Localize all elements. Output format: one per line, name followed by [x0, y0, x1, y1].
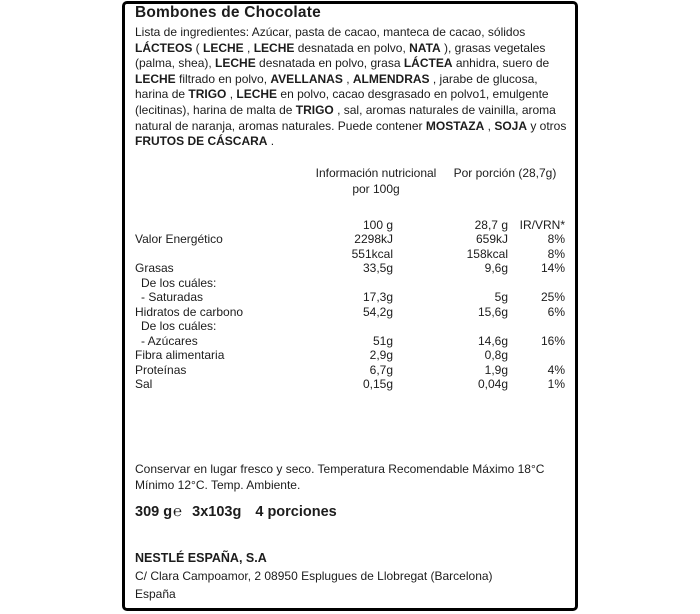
- manufacturer-name: NESTLÉ ESPAÑA, S.A: [135, 551, 267, 565]
- nutrition-cell-per100: [295, 276, 393, 291]
- nutrition-row: [135, 334, 565, 349]
- nutrition-cell-label: [135, 247, 295, 262]
- nutrition-cell-ir: 4%: [547, 362, 565, 377]
- nutrition-cell-label: - Azúcares: [141, 333, 198, 348]
- nutrition-cell-ir: [508, 276, 565, 291]
- nutrition-cell-ir: 8%: [547, 232, 565, 246]
- ingredient-text: , sal, aromas naturales de vainilla, aroma natural de naranja, aromas naturales. Puede contener: [135, 102, 556, 133]
- ingredient-allergen: LECHE: [203, 40, 244, 55]
- nutrition-cell-label: Valor Energético: [135, 232, 223, 246]
- nutrition-row: [135, 247, 565, 262]
- ingredient-text: y otros: [527, 118, 567, 133]
- nutrition-cell-portion: 659kJ: [475, 232, 508, 246]
- ingredient-allergen: LECHE: [135, 71, 176, 86]
- nutrition-row: [135, 305, 565, 320]
- nutrition-cell-portion: 14,6g: [477, 333, 508, 348]
- nutrition-cell-ir: 14%: [540, 261, 565, 275]
- nutrition-cell-label: Fibra alimentaria: [135, 348, 225, 362]
- ingredient-text: desnatada en polvo,: [294, 40, 410, 55]
- nutrition-unit-per100: 100 g: [362, 218, 393, 232]
- nutrition-row: [135, 232, 565, 247]
- ingredient-allergen: LÁCTEOS: [135, 40, 193, 55]
- nutrition-cell-per100: 33,5g: [362, 261, 393, 275]
- nutrition-cell-ir: [508, 319, 565, 334]
- ingredient-allergen: LÁCTEA: [403, 56, 453, 71]
- ingredient-text: anhidra, suero de: [452, 56, 550, 71]
- nutrition-row: [135, 319, 565, 334]
- nutrition-header-per100-line1: Información nutricional: [315, 166, 437, 180]
- nutrition-unit-row: [135, 218, 565, 233]
- nutrition-cell-per100: [295, 319, 393, 334]
- nutrition-cell-portion: 15,6g: [477, 304, 508, 319]
- nutrition-unit-portion: 28,7 g: [474, 218, 508, 232]
- nutrition-cell-ir: 16%: [540, 333, 565, 348]
- ingredient-text: .: [267, 134, 275, 149]
- manufacturer-address: C/ Clara Campoamor, 2 08950 Esplugues de Llobregat (Barcelona): [135, 569, 493, 583]
- nutrition-cell-portion: [393, 319, 508, 334]
- nutrition-row: [135, 290, 565, 305]
- nutrition-cell-portion: 5g: [494, 290, 508, 304]
- ingredient-text: , jarabe de glucosa, harina de: [135, 71, 538, 102]
- nutrition-cell-per100: 2,9g: [369, 348, 393, 362]
- ingredient-allergen: SOJA: [494, 118, 527, 133]
- nutrition-cell-per100: 2298kJ: [354, 232, 393, 246]
- nutrition-cell-per100: 551kcal: [351, 246, 393, 261]
- storage-instructions: Conservar en lugar fresco y seco. Temperatura Recomendable Máximo 18°C Mínimo 12°C. Temp. Ambiente.: [135, 462, 545, 492]
- ingredient-text: filtrado en polvo,: [175, 71, 271, 86]
- nutrition-cell-ir: 25%: [540, 290, 565, 304]
- nutrition-cell-label: De los cuáles:: [141, 319, 217, 333]
- product-title: Bombones de Chocolate: [135, 4, 321, 21]
- nutrition-row: [135, 261, 565, 276]
- nutrition-cell-ir: 8%: [547, 246, 565, 261]
- manufacturer-country: España: [135, 587, 176, 601]
- ingredient-text: desnatada en polvo, grasa: [255, 56, 404, 71]
- ingredient-text: ,: [342, 71, 353, 86]
- nutrition-cell-portion: 0,8g: [484, 348, 508, 362]
- ingredient-text: ,: [226, 87, 237, 102]
- nutrition-cell-label: Proteínas: [135, 362, 187, 377]
- ingredient-allergen: LECHE: [253, 40, 295, 55]
- nutrition-cell-portion: [393, 276, 508, 291]
- nutrition-cell-ir: [508, 348, 565, 363]
- ingredient-allergen: TRIGO: [188, 87, 227, 102]
- ingredient-text: Lista de ingredientes: Azúcar, pasta de cacao, manteca de cacao, sólidos: [135, 25, 526, 39]
- nutrition-cell-portion: 1,9g: [484, 362, 508, 377]
- nutrition-cell-portion: 9,6g: [484, 261, 508, 275]
- net-weight: 309 g: [135, 504, 173, 520]
- ingredient-allergen: FRUTOS DE CÁSCARA: [135, 134, 268, 149]
- estimated-sign: ℮: [173, 503, 183, 520]
- ingredient-allergen: ALMENDRAS: [352, 71, 430, 86]
- nutrition-row: [135, 276, 565, 291]
- nutrition-cell-label: De los cuáles:: [141, 275, 217, 290]
- ingredients-paragraph: [135, 25, 571, 150]
- nutrition-unit-ir: IR/VRN*: [519, 218, 565, 232]
- ingredient-allergen: AVELLANAS: [270, 71, 343, 86]
- net-weight-line: [135, 503, 337, 520]
- nutrition-cell-ir: 6%: [547, 304, 565, 319]
- nutrition-row: [135, 348, 565, 363]
- portions-count: 4 porciones: [255, 504, 337, 520]
- nutrition-cell-portion: 158kcal: [466, 246, 508, 261]
- nutrition-cell-label: Grasas: [135, 261, 174, 275]
- nutrition-unit-label: [135, 218, 295, 233]
- nutrition-row: [135, 363, 565, 378]
- nutrition-header-per100-line2: por 100g: [352, 181, 400, 196]
- nutrition-cell-label: Sal: [135, 377, 153, 391]
- manufacturer-block: [135, 549, 493, 603]
- ingredient-text: en polvo, cacao desgrasado en polvo1, emulgente (lecitinas), harina de malta de: [135, 87, 549, 117]
- nutrition-cell-per100: 51g: [372, 333, 393, 348]
- ingredient-allergen: LECHE: [236, 87, 278, 102]
- ingredient-text: ,: [484, 118, 495, 133]
- pack-format: 3x103g: [192, 504, 242, 520]
- nutrition-cell-per100: 0,15g: [362, 377, 393, 391]
- nutrition-cell-ir: 1%: [547, 377, 565, 391]
- ingredient-text: (: [192, 40, 204, 55]
- nutrition-cell-per100: 17,3g: [362, 290, 393, 304]
- ingredient-text: ), grasas vegetales (palma, shea),: [135, 40, 546, 71]
- nutrition-cell-per100: 6,7g: [369, 362, 393, 377]
- nutrition-cell-portion: 0,04g: [477, 377, 508, 391]
- product-label: [122, 1, 578, 611]
- ingredient-allergen: TRIGO: [295, 102, 334, 117]
- nutrition-header-portion: Por porción (28,7g): [453, 166, 557, 180]
- ingredient-allergen: LECHE: [215, 56, 256, 71]
- nutrition-cell-label: Hidratos de carbono: [135, 304, 244, 319]
- nutrition-row: [135, 377, 565, 392]
- nutrition-cell-per100: 54,2g: [362, 304, 393, 319]
- nutrition-cell-label: - Saturadas: [141, 290, 204, 304]
- ingredient-text: ,: [243, 40, 254, 55]
- ingredient-allergen: MOSTAZA: [425, 118, 485, 133]
- ingredient-allergen: NATA: [409, 40, 441, 55]
- nutrition-rows: [135, 232, 565, 392]
